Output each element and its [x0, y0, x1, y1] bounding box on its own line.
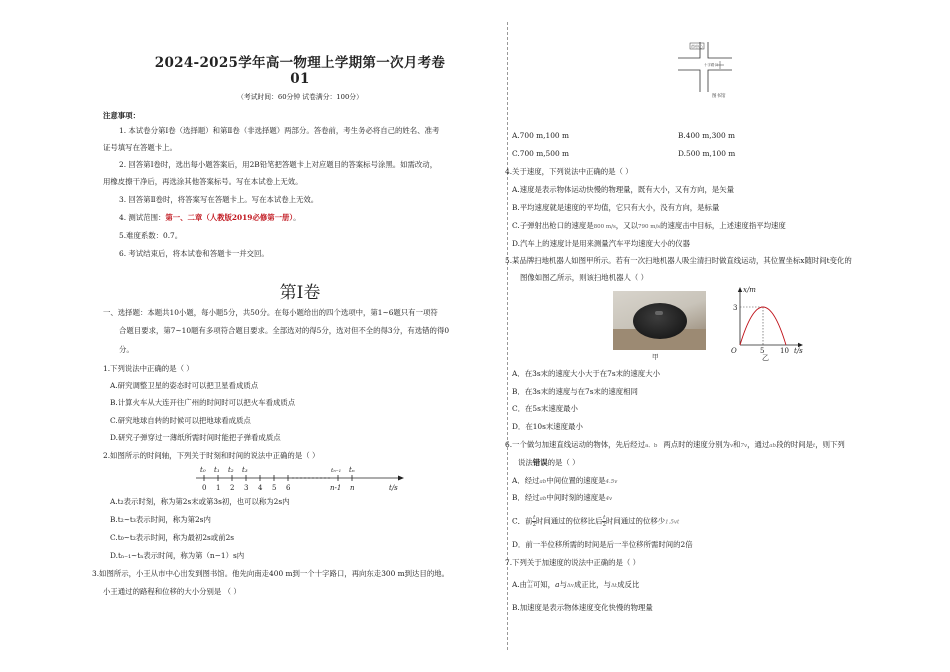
robot-vacuum-photo	[613, 291, 706, 350]
q6-option[interactable]	[512, 515, 679, 528]
robot-vacuum-icon	[633, 303, 687, 339]
axis-bottom-label: 1	[216, 484, 221, 492]
column-divider	[507, 22, 508, 650]
notice-line: 6. 考试结束后，将本试卷和答题卡一并交回。	[119, 249, 269, 258]
q6-var: ab	[769, 443, 777, 449]
fraction-numerator: t	[533, 515, 536, 521]
q5-stem-line: 5.某品牌扫地机器人如图甲所示。若有一次扫地机器人吸尘清扫时做直线运动，其位置坐标x随时间t变化的	[505, 256, 852, 265]
formula-numerator: Δv	[527, 580, 533, 585]
q5-stem-line: 图像如图乙所示，则该扫地机器人（ ）	[520, 273, 648, 282]
axis-bottom-label: 5	[272, 484, 277, 492]
q6-text: 段的时间是	[776, 440, 814, 449]
q7-option[interactable]: B.加速度是表示物体速度变化快慢的物理量	[512, 603, 653, 612]
notice-line: 2. 回答第Ⅰ卷时，选出每小题答案后，用2B铅笔把答题卡上对应题目的答案标号涂黑。如需改动，	[119, 160, 438, 169]
map-center-label: 十字路口	[704, 63, 718, 67]
map-figure	[672, 40, 742, 100]
q6-var: a、b	[645, 443, 658, 449]
q7-stem: 7.下列关于加速度的说法中正确的是（ ）	[505, 558, 641, 567]
q6-var: ab	[539, 479, 547, 485]
q6-text: 说法	[518, 458, 533, 467]
q2-option[interactable]: A.t₂表示时刻，称为第2s末或第3s初，也可以称为2s内	[110, 497, 290, 506]
q6-var: 1.5vt	[665, 519, 680, 526]
notice-scope	[119, 213, 301, 223]
q7-var: Δt	[610, 583, 618, 589]
q6-text: ，通过	[747, 440, 770, 449]
q5-option[interactable]: D．在10s末速度最小	[512, 422, 583, 431]
graph-y-tick: 3	[733, 304, 738, 312]
q1-option[interactable]: B.计算火车从大连开往广州的时间时可以把火车看成质点	[110, 398, 296, 407]
q4c-speed2: 790 m/s	[637, 224, 661, 230]
q6-text: 中间时刻的速度是	[546, 493, 606, 502]
q6-text: 时间通过的位移少	[605, 516, 666, 526]
q6-text: 和	[733, 440, 741, 449]
notice-line: 3. 回答第Ⅱ卷时，将答案写在答题卡上。写在本试卷上无效。	[119, 195, 319, 204]
q6-text: 时间通过的位移比后	[535, 516, 603, 526]
q7-var: Δv	[566, 583, 574, 589]
q6-text: 中间位置的速度是	[546, 476, 606, 485]
q6-var: 4v	[605, 496, 613, 502]
x-axis-arrow	[738, 287, 742, 292]
graph-t-unit: t/s	[794, 347, 803, 355]
section-line: 合题目要求，第7~10题有多项符合题目要求。全部选对的得5分，选对但不全的得3分，有选错的得0	[119, 326, 450, 335]
q5-option[interactable]: B．在3s末的速度与在7s末的速度相同	[512, 387, 638, 396]
q7-var: a	[555, 580, 560, 589]
q6-option[interactable]	[512, 476, 617, 487]
fraction-numerator: t	[603, 515, 606, 521]
q4-option[interactable]	[512, 221, 786, 232]
graph-x-tick: 10	[780, 347, 789, 355]
q6-var: t	[813, 443, 816, 449]
q1-option[interactable]: D.研究子弹穿过一薄纸所需时间时能把子弹看成质点	[110, 433, 281, 442]
fraction-denominator: 2	[602, 522, 606, 528]
q2-option[interactable]: B.t₂~t₃表示时间，称为第2s内	[110, 515, 211, 524]
q3-stem-line: 小王通过的路程和位移的大小分别是 （ ）	[103, 587, 241, 596]
q2-option[interactable]: D.tₙ₋₁~tₙ表示时间，称为第（n−1）s内	[110, 551, 245, 560]
graph-x-tick: 5	[760, 347, 765, 355]
q6-stem-line1	[505, 440, 845, 451]
q6-text: 6.一个做匀加速直线运动的物体，先后经过	[505, 440, 646, 449]
xt-graph	[728, 283, 808, 361]
axis-top-label: t₃	[242, 466, 248, 474]
q6-keyword: 错误	[532, 458, 548, 467]
notice-line: 用橡皮擦干净后，再选涂其他答案标号。写在本试卷上无效。	[103, 177, 303, 186]
q4c-text: ，又以	[615, 221, 638, 230]
axis-top-label: tₙ	[349, 466, 355, 474]
q6-var: 7v	[740, 443, 748, 449]
q7-option[interactable]	[512, 580, 639, 591]
q4-stem: 4.关于速度，下列说法中正确的是（ ）	[505, 167, 633, 176]
q6-var: v	[729, 443, 734, 449]
axis-bottom-label: 3	[244, 484, 249, 492]
q3-option[interactable]: A.700 m,100 m	[512, 131, 569, 140]
notice-line: 5.难度系数：0.7。	[119, 231, 183, 240]
q7-text: 成反比	[617, 580, 640, 589]
q2-option[interactable]: C.t₀~t₂表示时间，称为最初2s或前2s	[110, 533, 235, 542]
q6-text: ，则下列	[815, 440, 845, 449]
map-top-label: 市中心	[691, 44, 703, 49]
exam-info: （考试时间：60分钟 试卷满分：100分）	[237, 93, 363, 101]
q4-option[interactable]: D.汽车上的速度计是用来测量汽车平均速度大小的仪器	[512, 239, 690, 248]
q2-stem: 2.如图所示的时间轴，下列关于时刻和时间的说法中正确的是（ ）	[103, 451, 320, 460]
q6-text: A．经过	[512, 476, 540, 485]
graph-origin: O	[731, 347, 737, 355]
photo-label: 甲	[652, 353, 659, 361]
q1-option[interactable]: C.研究地球自转的时候可以把地球看成质点	[110, 416, 251, 425]
robot-button-icon	[655, 311, 663, 315]
q3-stem-line: 3.如图所示，小王从市中心出发到图书馆。他先向南走400 m到一个十字路口，再向东走300 m到达目的地。	[92, 569, 449, 578]
fraction-denominator: 2	[532, 522, 536, 528]
scope-prefix: 4. 测试范围：	[119, 213, 166, 222]
q5-option[interactable]: A．在3s末的速度大小大于在7s末的速度大小	[512, 369, 660, 378]
q1-stem: 1.下列说法中正确的是（ ）	[103, 364, 194, 373]
q6-var: ab	[539, 496, 547, 502]
axis-bottom-label: 4	[258, 484, 263, 492]
q6-text: 的是（ ）	[547, 458, 580, 467]
page-title: 2024-2025学年高一物理上学期第一次月考卷01	[154, 55, 446, 87]
q7-text: 成正比，与	[573, 580, 611, 589]
q4c-speed1: 800 m/s	[593, 224, 616, 230]
q6-stem-line2	[518, 458, 580, 468]
q4c-text: C.子弹射出枪口的速度是	[512, 221, 594, 230]
q6-option[interactable]	[512, 493, 612, 504]
scope-suffix: 。	[293, 213, 301, 222]
q4-option[interactable]: B.平均速度就是速度的平均值，它只有大小，没有方向，是标量	[512, 203, 720, 212]
q3-option[interactable]: B.400 m,300 m	[678, 131, 736, 140]
axis-top-label: tₙ₋₁	[331, 468, 342, 474]
axis-bottom-label: 2	[230, 484, 235, 492]
notice-line: 1. 本试卷分第Ⅰ卷（选择题）和第Ⅱ卷（非选择题）两部分。答卷前，考生务必将自己的姓名、准考	[119, 126, 440, 135]
scope-value: 第一、二章（人教版2019必修第一册）	[165, 213, 294, 222]
q6-option[interactable]: D．前一半位移所需的时间是后一半位移所需时间的2倍	[512, 540, 693, 549]
section-line: 分。	[119, 345, 134, 354]
section-line: 一、选择题：本题共10小题，每小题5分，共50分。在每小题给出的四个选项中，第1~6题只有一项符	[103, 308, 438, 317]
time-axis-figure	[190, 462, 410, 494]
q7-text: A.由	[512, 580, 528, 589]
axis-unit: t/s	[389, 484, 398, 492]
q4-option[interactable]: A.速度是表示物体运动快慢的物理量，既有大小，又有方向，是矢量	[512, 185, 735, 194]
axis-top-label: t₀	[200, 466, 206, 474]
map-bottom-label: 图书馆	[712, 94, 726, 99]
axis-bottom-label: 0	[202, 484, 207, 492]
q3-option[interactable]: C.700 m,500 m	[512, 149, 570, 158]
formula-denominator: Δt	[527, 585, 533, 590]
axis-bottom-label: 6	[286, 484, 291, 492]
graph-label: 乙	[762, 354, 769, 361]
graph-y-unit: x/m	[743, 286, 756, 294]
axis-bottom-label: n-1	[330, 484, 342, 492]
q6-text: C．前	[512, 516, 533, 526]
notice-line: 证号填写在答题卡上。	[103, 143, 177, 152]
q6-text: B．经过	[512, 493, 540, 502]
q7-text: 可知，	[532, 580, 556, 589]
q1-option[interactable]: A.研究调整卫星的姿态时可以把卫星看成质点	[110, 381, 259, 390]
axis-top-label: t₂	[228, 466, 234, 474]
axis-top-label: t₁	[214, 466, 220, 474]
q6-var: 4.5v	[605, 479, 618, 485]
q7-text: 与	[559, 580, 567, 589]
q6-text: 两点时的速度分别为	[663, 440, 730, 449]
volume-title: 第Ⅰ卷	[279, 283, 321, 303]
axis-arrow	[398, 476, 404, 481]
q3-option[interactable]: D.500 m,100 m	[678, 149, 736, 158]
axis-bottom-label: n	[350, 484, 355, 492]
q4c-text: 的速度击中目标，上述速度指平均速度	[660, 221, 786, 230]
notice-heading: 注意事项：	[103, 111, 140, 120]
q5-option[interactable]: C．在5s末速度最小	[512, 404, 578, 413]
